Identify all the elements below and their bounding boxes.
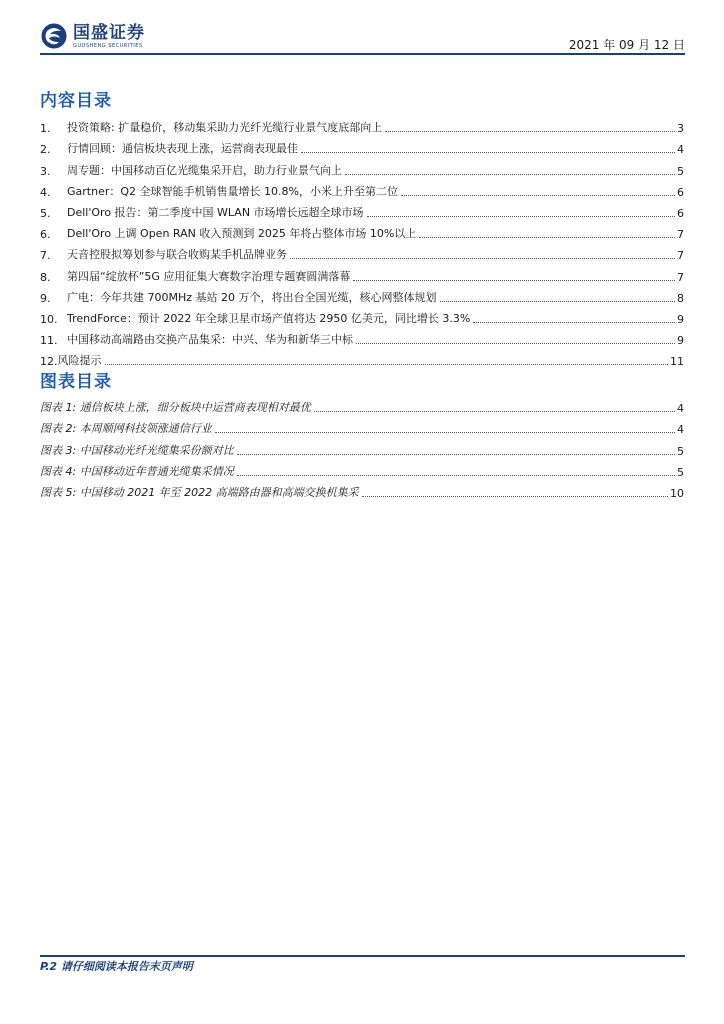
toc-item-text: Dell'Oro 报告：第二季度中国 WLAN 市场增长远超全球市场 — [67, 205, 364, 219]
toc-item-number: 7. — [40, 249, 51, 263]
toc-list — [40, 114, 684, 368]
brand-name-cn: 国盛证券 — [73, 22, 145, 43]
toc-item-page: 8 — [677, 291, 684, 305]
figure-item-text: 图表 1: 通信板块上涨，细分板块中运营商表现相对最优 — [40, 401, 311, 415]
toc-item-page: 3 — [677, 122, 684, 136]
toc-title: 内容目录 — [40, 91, 112, 111]
toc-item[interactable] — [40, 284, 684, 305]
dot-leader — [353, 279, 675, 281]
figure-item-page: 4 — [677, 423, 684, 437]
dot-leader — [301, 151, 675, 153]
brand-logo — [40, 20, 145, 52]
toc-item-number: 9. — [40, 291, 51, 305]
toc-item-text: TrendForce：预计 2022 年全球卫星市场产值将达 2950 亿美元，同比增长 3.3% — [67, 311, 471, 325]
toc-item-number: 10. — [40, 312, 58, 326]
toc-item-number: 11. — [40, 334, 58, 348]
toc-item-text: 中国移动高端路由交换产品集采：中兴、华为和新华三中标 — [67, 333, 353, 347]
toc-item-text: 风险提示 — [57, 354, 102, 368]
figure-item-page: 5 — [677, 465, 684, 479]
figure-item-page: 10 — [670, 486, 684, 500]
figure-item-text: 图表 3: 中国移动光纤光缆集采份额对比 — [40, 443, 234, 457]
figures-title: 图表目录 — [40, 372, 112, 392]
figure-item-text: 图表 2: 本周顺网科技领涨通信行业 — [40, 422, 212, 436]
dot-leader — [419, 236, 675, 238]
toc-item-page: 9 — [677, 312, 684, 326]
report-date: 2021 年 09 月 12 日 — [568, 38, 685, 52]
header-divider — [40, 53, 685, 55]
dot-leader — [385, 130, 675, 132]
toc-item[interactable] — [40, 262, 684, 283]
toc-item-number: 3. — [40, 164, 51, 178]
guosheng-logo-icon — [40, 22, 68, 50]
toc-item-page: 7 — [677, 228, 684, 242]
toc-item[interactable] — [40, 156, 684, 177]
toc-item-number: 12. — [40, 355, 58, 369]
dot-leader — [367, 215, 675, 217]
toc-item[interactable] — [40, 220, 684, 241]
dot-leader — [401, 194, 675, 196]
footer-divider — [40, 955, 685, 957]
toc-item[interactable] — [40, 305, 684, 326]
figure-item[interactable] — [40, 458, 684, 479]
dot-leader — [356, 342, 675, 344]
dot-leader — [237, 453, 675, 455]
toc-item-text: 行情回顾：通信板块表现上涨，运营商表现最佳 — [67, 142, 298, 156]
toc-item-number: 8. — [40, 270, 51, 284]
dot-leader — [215, 431, 675, 433]
toc-item-number: 1. — [40, 122, 51, 136]
page-footer: P.2 请仔细阅读本报告末页声明 — [40, 960, 193, 973]
toc-item-page: 7 — [677, 249, 684, 263]
figure-item-page: 4 — [677, 402, 684, 416]
toc-item-text: 第四届“绽放杯”5G 应用征集大赛数字治理专题赛圆满落幕 — [67, 269, 351, 283]
dot-leader — [314, 410, 675, 412]
figure-item-text: 图表 4: 中国移动近年普通光缆集采情况 — [40, 464, 234, 478]
toc-item-page: 7 — [677, 270, 684, 284]
toc-item-text: Dell'Oro 上调 Open RAN 收入预测到 2025 年将占整体市场 10%以上 — [67, 227, 417, 241]
toc-item[interactable] — [40, 199, 684, 220]
figure-item[interactable] — [40, 394, 684, 415]
toc-item[interactable] — [40, 241, 684, 262]
toc-item[interactable] — [40, 347, 684, 368]
toc-item-page: 6 — [677, 206, 684, 220]
page-header — [40, 18, 685, 58]
figure-item[interactable] — [40, 415, 684, 436]
toc-item-number: 6. — [40, 228, 51, 242]
dot-leader — [237, 474, 675, 476]
dot-leader — [440, 300, 675, 302]
toc-item[interactable] — [40, 326, 684, 347]
dot-leader — [473, 321, 675, 323]
figure-item[interactable] — [40, 479, 684, 500]
toc-item-page: 11 — [670, 355, 684, 369]
dot-leader — [362, 495, 668, 497]
dot-leader — [105, 363, 669, 365]
toc-item-text: 投资策略: 扩量稳价，移动集采助力光纤光缆行业景气度底部向上 — [67, 121, 383, 135]
toc-item-text: 天音控股拟筹划参与联合收购某手机品牌业务 — [67, 248, 287, 262]
toc-item[interactable] — [40, 178, 684, 199]
toc-item[interactable] — [40, 114, 684, 135]
toc-item-page: 9 — [677, 334, 684, 348]
toc-item-text: 周专题：中国移动百亿光缆集采开启，助力行业景气向上 — [67, 163, 342, 177]
toc-item-page: 6 — [677, 185, 684, 199]
dot-leader — [290, 257, 675, 259]
figure-item-page: 5 — [677, 444, 684, 458]
figure-item[interactable] — [40, 436, 684, 457]
toc-item-number: 5. — [40, 206, 51, 220]
toc-item-number: 4. — [40, 185, 51, 199]
figures-list — [40, 394, 684, 500]
figure-item-text: 图表 5: 中国移动 2021 年至 2022 高端路由器和高端交换机集采 — [40, 485, 359, 499]
toc-item-text: 广电：今年共建 700MHz 基站 20 万个，将出台全国光缆，核心网整体规划 — [67, 290, 437, 304]
brand-name-en: GUOSHENG SECURITIES — [73, 42, 143, 49]
dot-leader — [345, 173, 675, 175]
toc-item-number: 2. — [40, 143, 51, 157]
toc-item-page: 4 — [677, 143, 684, 157]
toc-item[interactable] — [40, 135, 684, 156]
toc-item-page: 5 — [677, 164, 684, 178]
toc-item-text: Gartner：Q2 全球智能手机销售量增长 10.8%，小米上升至第二位 — [67, 184, 398, 198]
